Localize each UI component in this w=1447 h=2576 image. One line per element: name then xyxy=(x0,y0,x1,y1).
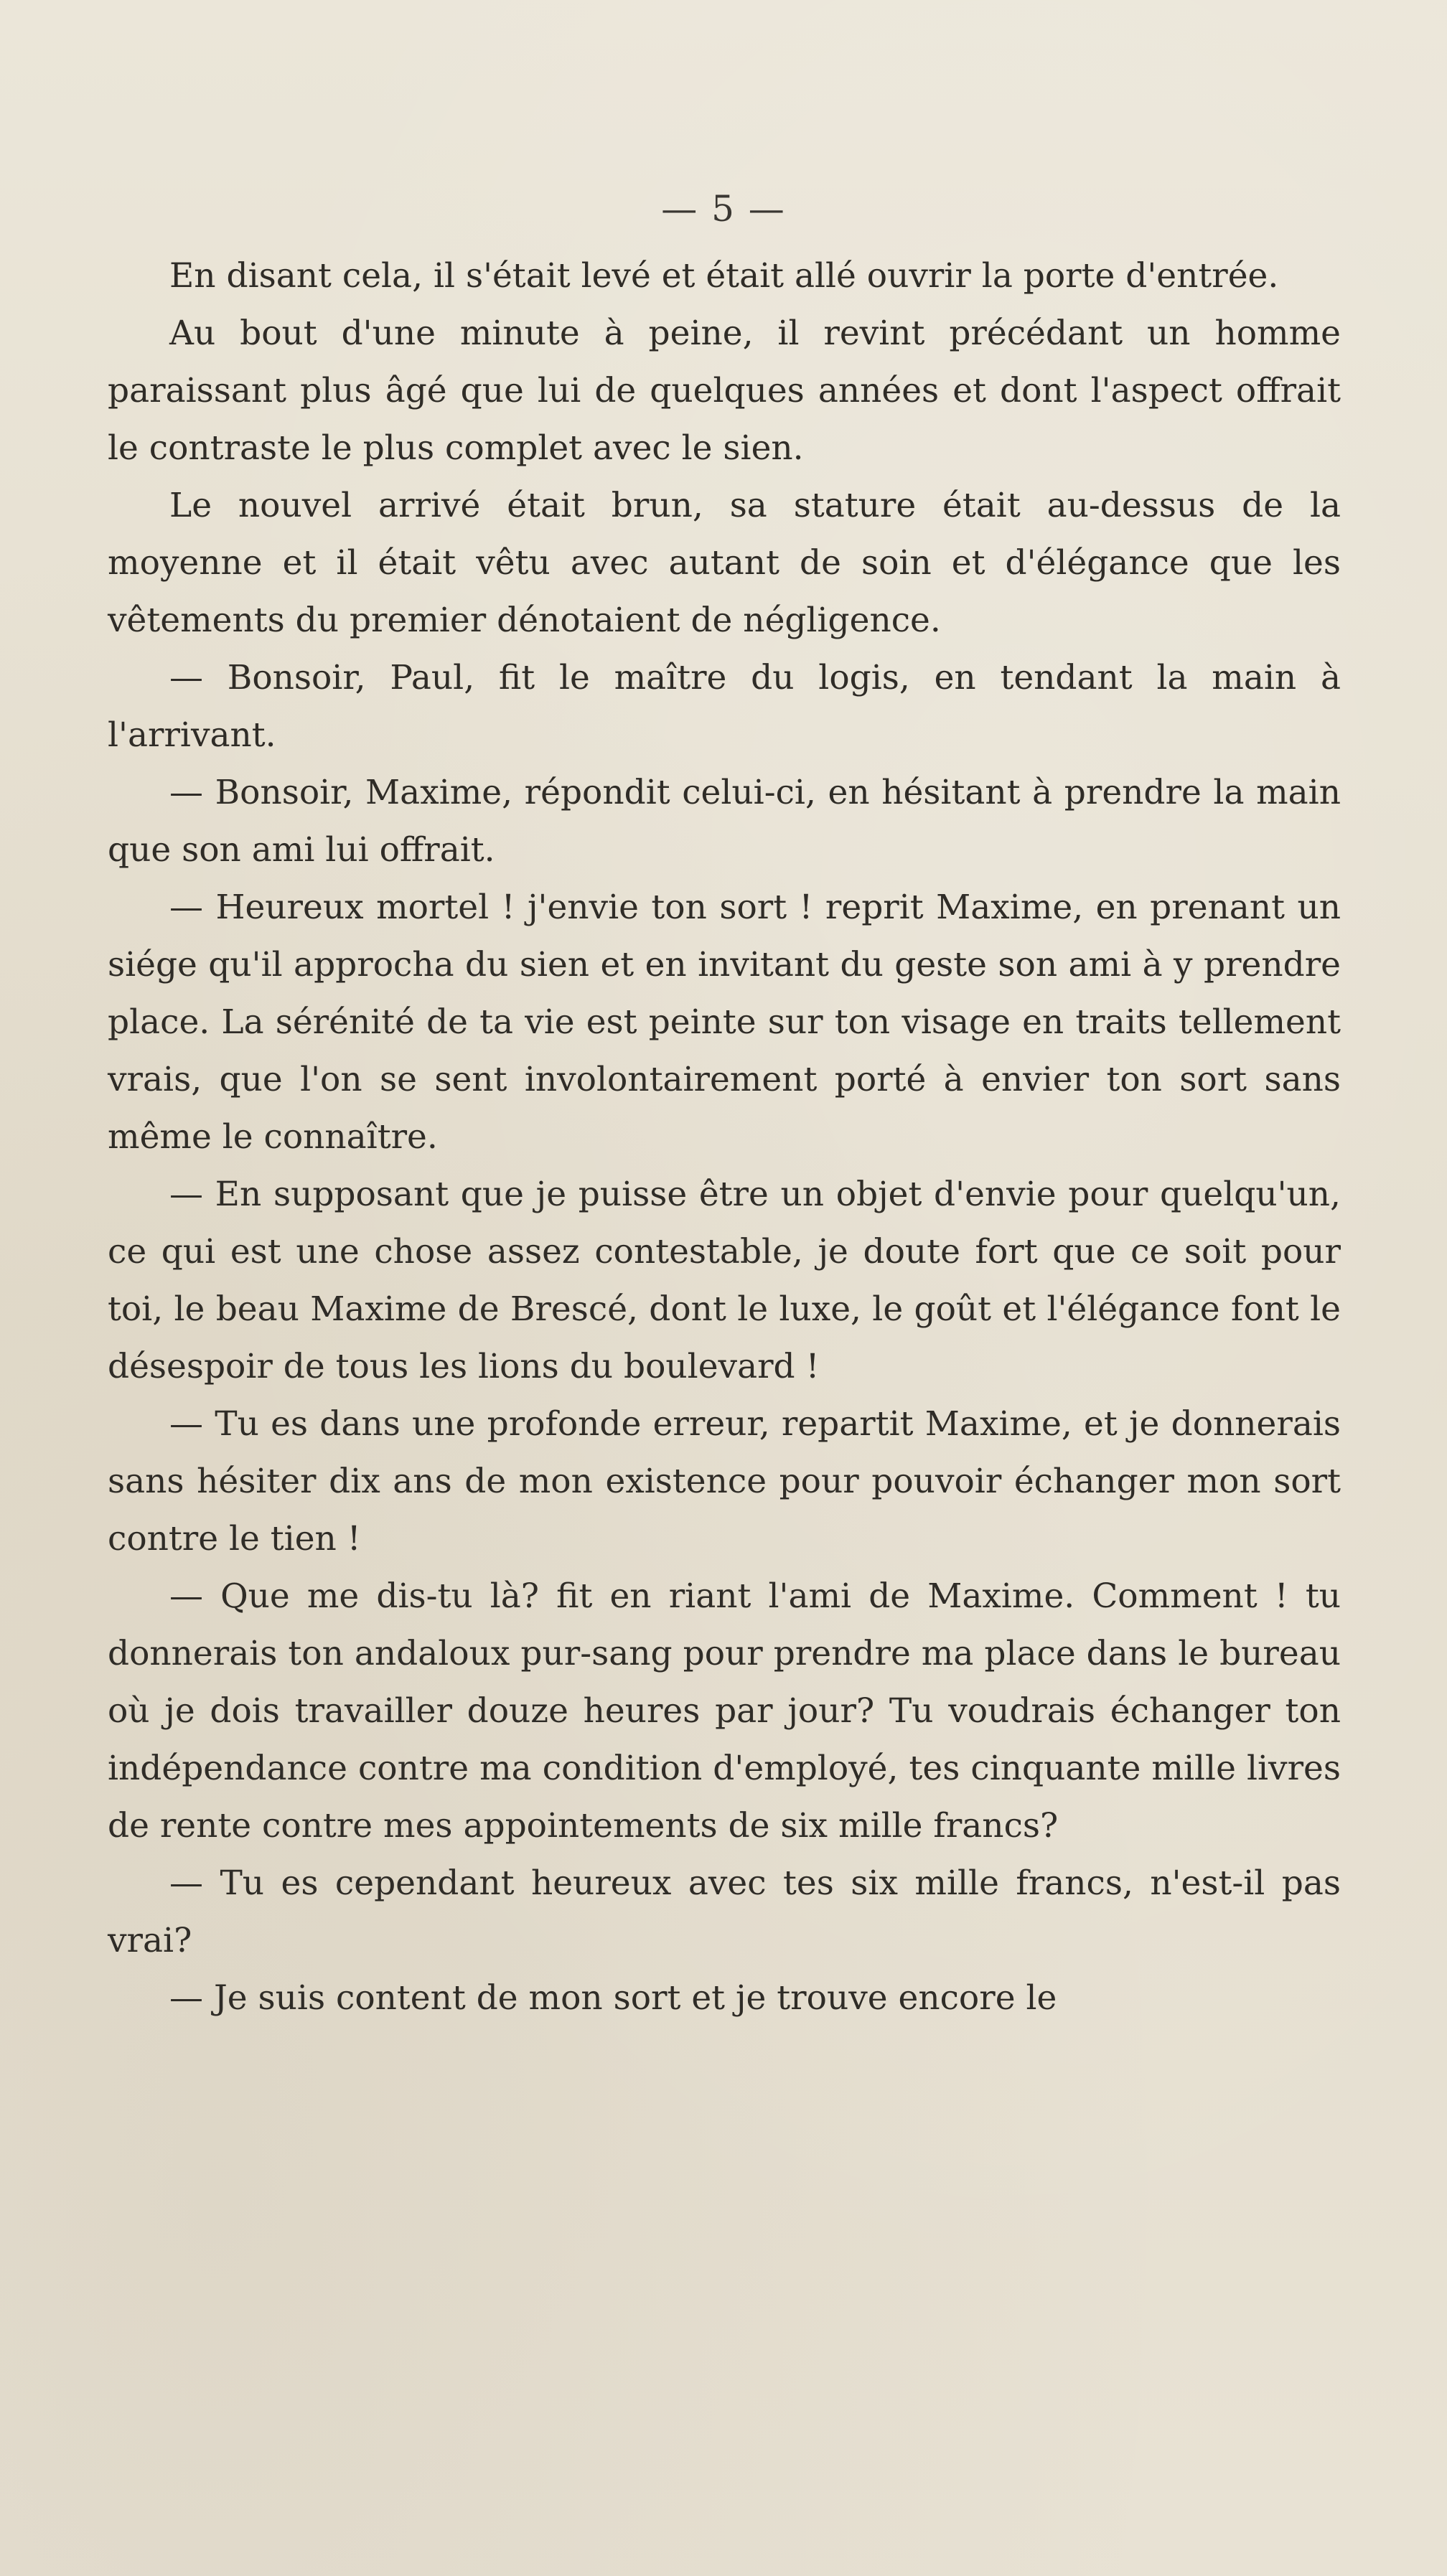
paragraph-5: — Bonsoir, Maxime, répondit celui-ci, en hésitant à prendre la main que son ami lui offrait. xyxy=(108,773,1341,870)
paragraph-4: — Bonsoir, Paul, fit le maître du logis, en tendant la main à l'arrivant. xyxy=(108,658,1341,755)
paragraph-7: — En supposant que je puisse être un objet d'envie pour quelqu'un, ce qui est une chose assez contestable, je doute fort que ce soit pour toi, le beau Maxime de Brescé, dont le luxe, le goût et l'élégance font le désespoir de tous les lions du boulevard ! xyxy=(108,1175,1341,1386)
page-number: — 5 — xyxy=(661,188,786,230)
paragraph-3: Le nouvel arrivé était brun, sa stature était au-dessus de la moyenne et il était vêtu avec autant de soin et d'élégance que les vêtements du premier dénotaient de négligence. xyxy=(108,486,1341,640)
paragraph-9: — Que me dis-tu là? fit en riant l'ami de Maxime. Comment ! tu donnerais ton andaloux pur-sang pour prendre ma place dans le bureau où je dois travailler douze heures par jour? Tu voudrais échanger ton indépendance contre ma condition d'employé, tes cinquante mille livres de rente contre mes appointements de six mille francs? xyxy=(108,1576,1341,1846)
paragraph-1: En disant cela, il s'était levé et était allé ouvrir la porte d'entrée. xyxy=(169,256,1279,296)
paragraph-8: — Tu es dans une profonde erreur, repartit Maxime, et je donnerais sans hésiter dix ans de mon existence pour pouvoir échanger mon sort contre le tien ! xyxy=(108,1404,1341,1559)
paragraph-10: — Tu es cependant heureux avec tes six mille francs, n'est-il pas vrai? xyxy=(108,1863,1341,1960)
paragraph-11: — Je suis content de mon sort et je trouve encore le xyxy=(169,1978,1057,2018)
paragraph-2: Au bout d'une minute à peine, il revint précédant un homme paraissant plus âgé que lui de quelques années et dont l'aspect offrait le contraste le plus complet avec le sien. xyxy=(108,314,1341,468)
body-text xyxy=(108,248,1341,2027)
paragraph-6: — Heureux mortel ! j'envie ton sort ! reprit Maxime, en prenant un siége qu'il approcha du sien et en invitant du geste son ami à y prendre place. La sérénité de ta vie est peinte sur ton visage en traits tellement vrais, que l'on se sent involontairement porté à envier ton sort sans même le connaître. xyxy=(108,888,1341,1157)
